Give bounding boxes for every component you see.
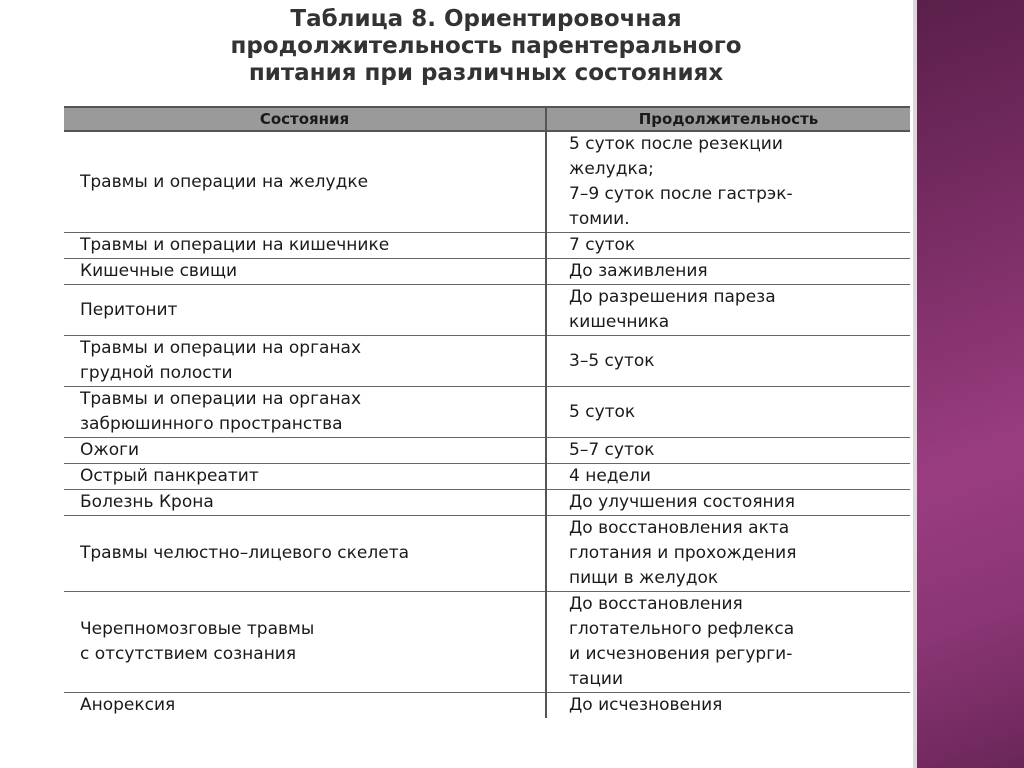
header-conditions: Состояния — [64, 107, 546, 131]
row-duration: До исчезновения — [569, 695, 723, 715]
row-duration: 3–5 суток — [546, 336, 910, 387]
table-header-row — [64, 107, 910, 131]
row-condition: Острый панкреатит — [64, 464, 546, 490]
row-condition: Травмы и операции на желудке — [64, 131, 546, 233]
table-title — [62, 6, 910, 87]
table-row — [64, 285, 910, 336]
table-row — [64, 259, 910, 285]
title-line-1: Таблица 8. Ориентировочная — [290, 6, 682, 32]
table-row — [64, 490, 910, 516]
row-duration: До восстановления глотательного рефлекса и исчезновения регурги- тации — [546, 592, 910, 693]
row-duration: До разрешения пареза кишечника — [546, 285, 910, 336]
row-condition: Травмы и операции на органах забрюшинного пространства — [64, 387, 546, 438]
row-condition: Травмы и операции на органах грудной полости — [64, 336, 546, 387]
row-condition: Травмы и операции на кишечнике — [64, 233, 546, 259]
header-duration: Продолжительность — [546, 107, 910, 131]
row-duration: 7 суток — [546, 233, 910, 259]
table-row — [64, 131, 910, 233]
row-condition: Травмы челюстно–лицевого скелета — [64, 516, 546, 592]
table-row — [64, 387, 910, 438]
row-duration: 5–7 суток — [546, 438, 910, 464]
table-row — [64, 464, 910, 490]
duration-table — [64, 106, 910, 718]
row-duration: 5 суток — [546, 387, 910, 438]
title-line-3: питания при различных состояниях — [248, 60, 724, 86]
table-row — [64, 233, 910, 259]
row-duration: До улучшения состояния — [546, 490, 910, 516]
table-row — [64, 336, 910, 387]
row-condition: Кишечные свищи — [64, 259, 546, 285]
row-duration: До заживления — [546, 259, 910, 285]
row-duration: 4 недели — [546, 464, 910, 490]
table-row — [64, 592, 910, 693]
document-page — [62, 6, 910, 726]
title-line-2: продолжительность парентерального — [230, 33, 742, 59]
row-condition: Ожоги — [64, 438, 546, 464]
decorative-side-band — [913, 0, 1024, 768]
side-band-edge — [913, 0, 917, 768]
table-row — [64, 438, 910, 464]
row-duration: До восстановления акта глотания и прохождения пищи в желудок — [546, 516, 910, 592]
table-row — [64, 693, 910, 719]
row-condition: Перитонит — [64, 285, 546, 336]
row-condition: Анорексия — [64, 693, 546, 719]
row-condition: Черепномозговые травмы с отсутствием сознания — [64, 592, 546, 693]
row-duration: 5 суток после резекции желудка; 7–9 суток после гастрэк- томии. — [546, 131, 910, 233]
table-row — [64, 516, 910, 592]
row-condition: Болезнь Крона — [64, 490, 546, 516]
